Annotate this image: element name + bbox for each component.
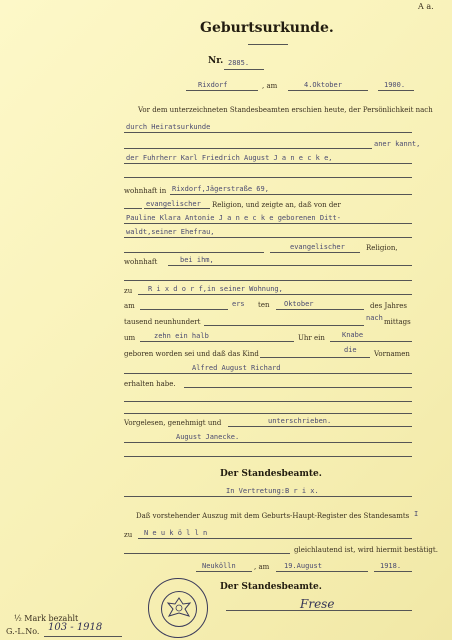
year-2: 1918.	[380, 562, 402, 570]
line-8: bei ihm,	[180, 256, 214, 264]
place: Rixdorf	[198, 81, 228, 89]
seal-eagle-icon	[161, 591, 197, 627]
document-title: Geburtsurkunde.	[200, 20, 334, 36]
line-2: der Fuhrherr Karl Friedrich August J a n e c k e,	[126, 154, 333, 162]
line-5: Pauline Klara Antonie J a n e c k e geborenen Ditt-	[126, 214, 341, 222]
line-15: Alfred August Richard	[192, 364, 281, 372]
intro-text: Vor dem unterzeichneten Standesbeamten erschien heute, der Persönlichkeit nach	[138, 106, 433, 114]
zu-2: zu	[124, 531, 133, 539]
mittags: mittags	[384, 318, 411, 326]
place-2: Neukölln	[202, 562, 236, 570]
line-7: evangelischer	[290, 243, 345, 251]
standesbeamte-2: Der Standesbeamte.	[220, 582, 322, 592]
am-3: , am	[254, 563, 270, 571]
am-label: , am	[262, 82, 278, 90]
line-18: In Vertretung:B r i x.	[226, 487, 319, 495]
signature: Frese	[300, 597, 335, 611]
um-label: um	[124, 334, 136, 342]
uhr-ein: Uhr ein	[298, 334, 325, 342]
official-seal	[148, 578, 208, 638]
line-9: R i x d o r f,in seiner Wohnung,	[148, 285, 283, 293]
year: 1900.	[384, 81, 406, 89]
line-11: nach	[366, 314, 383, 322]
gleichlautend: gleichlautend ist, wird hiermit bestätigt.	[294, 546, 438, 554]
line-3: Rixdorf,Jägerstraße 69,	[172, 185, 269, 193]
wohnhaft-label: wohnhaft in	[124, 187, 167, 195]
date: 4.Oktober	[304, 81, 342, 89]
line-10a: ers	[232, 300, 245, 308]
line-14: die	[344, 346, 357, 354]
line-13: Knabe	[342, 331, 364, 339]
gno-label: G.-L.No.	[6, 627, 40, 636]
geboren-text: geboren worden sei und daß das Kind	[124, 350, 259, 358]
auszug-mark: I	[414, 510, 419, 518]
auszug-text: Daß vorstehender Auszug mit dem Geburts-Haupt-Register des Standesamts	[136, 512, 410, 520]
erhalten: erhalten habe.	[124, 380, 176, 388]
line-1: durch Heiratsurkunde	[126, 123, 211, 131]
anerkannt: aner kannt,	[374, 140, 421, 148]
fee-note: ½ Mark bezahlt	[14, 614, 79, 623]
gno-value: 103 - 1918	[48, 622, 103, 633]
line-16: unterschrieben.	[268, 417, 332, 425]
line-12: zehn ein halb	[154, 332, 209, 340]
corner-mark: A a.	[418, 2, 434, 11]
vornamen: Vornamen	[374, 350, 410, 358]
zu-label: zu	[124, 287, 133, 295]
line-10b: Oktober	[284, 300, 314, 308]
des-jahres: des Jahres	[370, 302, 408, 310]
nr-value: 2885.	[228, 59, 250, 67]
nr-label: Nr.	[208, 56, 224, 66]
religion-text: Religion, und zeigte an, daß von der	[212, 201, 341, 209]
line-17: August Janecke.	[176, 433, 240, 441]
date-2: 19.August	[284, 562, 322, 570]
line-6: waldt,seiner Ehefrau,	[126, 228, 215, 236]
wohnhaft-2: wohnhaft	[124, 258, 158, 266]
religion-2: Religion,	[366, 244, 398, 252]
tausend-text: tausend neunhundert	[124, 318, 201, 326]
vorgelesen: Vorgelesen, genehmigt und	[124, 419, 222, 427]
standesbeamte-1: Der Standesbeamte.	[220, 469, 322, 479]
line-19: N e u k ö l l n	[144, 529, 208, 537]
am-2: am	[124, 302, 135, 310]
line-4: evangelischer	[146, 200, 201, 208]
im-label: ten	[258, 301, 270, 309]
